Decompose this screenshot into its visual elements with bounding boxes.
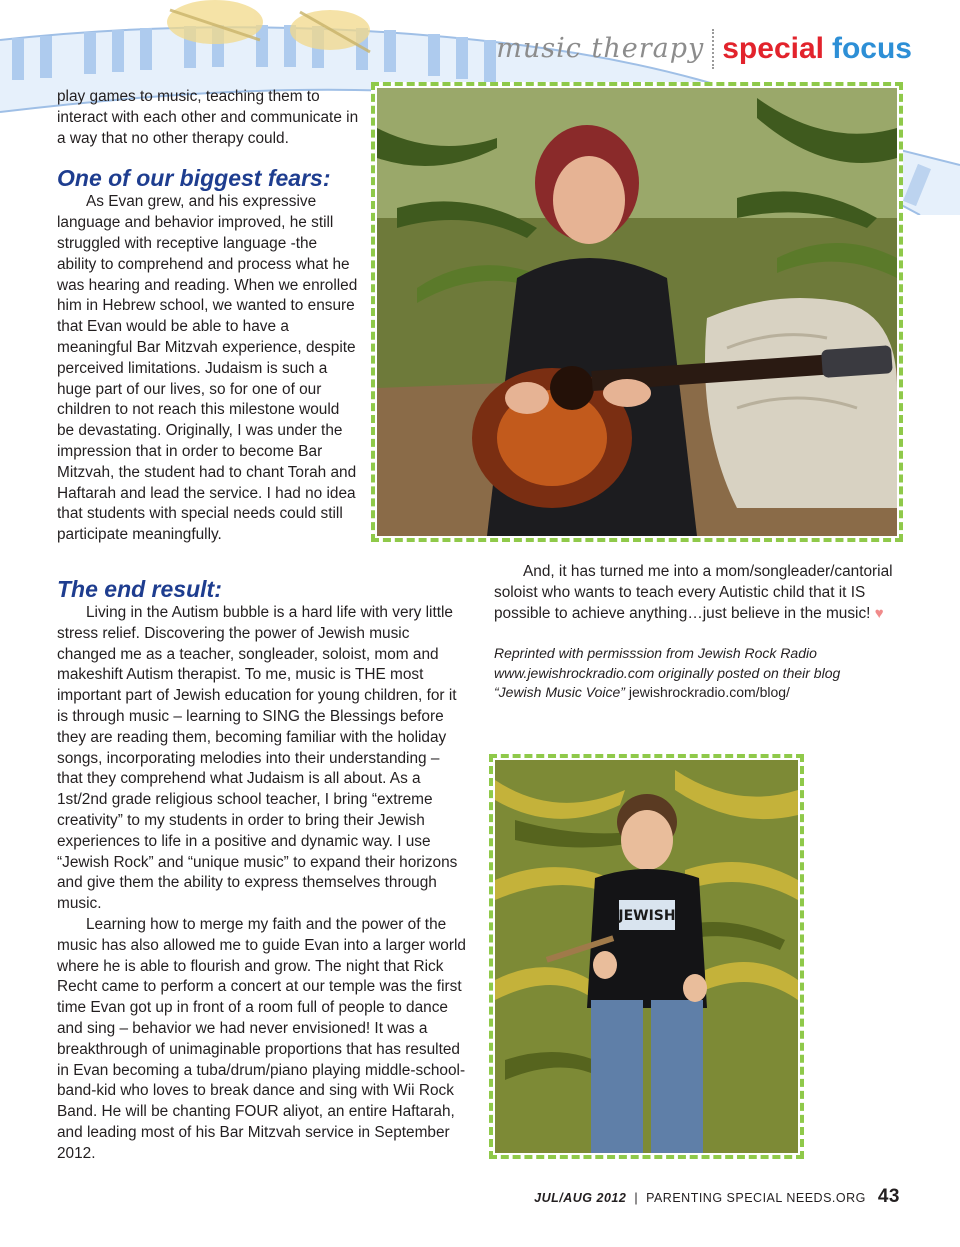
reprint-credit xyxy=(494,644,894,703)
credit-line-3: “Jewish Music Voice” jewishrockradio.com/blog/ xyxy=(494,684,790,701)
right-column xyxy=(494,562,894,703)
credit-line-1: Reprinted with permisssion from Jewish Rock Radio xyxy=(494,645,817,662)
issue-date: JUL/AUG 2012 xyxy=(534,1191,627,1205)
continuation-paragraph: play games to music, teaching them to interact with each other and communicate in a way that no other therapy could. xyxy=(57,88,359,147)
result-paragraph-2: Learning how to merge my faith and the power of the music has also allowed me to guide Evan into a larger world where he is able to flourish and grow. The night that Rick Recht came to perform a concert at our temple was the first time Evan got up in front of a room full of people to dance and sing – behavior we had never envisioned! It was a breakthrough of unimaginable proportions that has resulted in Evan becoming a tuba/drum/piano playing middle-school-band-kid who loves to break dance and sing with Wii Rock Band. He will be chanting FOUR aliyot, an entire Haftarah, and leading most of his Bar Mitzvah service in September 2012. xyxy=(57,915,466,1162)
photo-boy xyxy=(489,754,804,1159)
section-heading-result: The end result: xyxy=(57,576,222,602)
photo-woman-guitar xyxy=(371,82,903,542)
special-label: special xyxy=(722,32,824,65)
left-column-lower xyxy=(57,575,469,1165)
page-footer xyxy=(534,1186,900,1208)
woman-guitar-image xyxy=(377,88,897,536)
heart-icon: ♥ xyxy=(874,604,884,622)
section-header xyxy=(496,26,912,72)
publication-name: PARENTING SPECIAL NEEDS.ORG xyxy=(646,1191,866,1205)
credit-line-2: www.jewishrockradio.com originally posted on their blog xyxy=(494,664,841,681)
focus-label: focus xyxy=(831,32,912,65)
closing-paragraph: And, it has turned me into a mom/songleader/cantorial soloist who wants to teach every Autistic child that it IS possible to achieve anything…just believe in the music! ♥ xyxy=(494,563,893,622)
section-heading-fears: One of our biggest fears: xyxy=(57,165,331,192)
page-number: 43 xyxy=(877,1186,900,1207)
fears-paragraph: As Evan grew, and his expressive language and behavior improved, he still struggled with receptive language -the ability to comprehend and process what he was hearing and reading. When we enrolled him in Hebrew school, we wanted to ensure that Evan would be able to have a meaningful Bar Mitzvah experience, despite perceived limitations. Judaism is such a huge part of our lives, so for one of our children to not reach this milestone would be devastating. Originally, I was under the impression that in order to become Bar Mitzvah, the student had to chant Torah and Haftarah and lead the service. I had no idea that students with special needs could still participate meaningfully. xyxy=(57,193,358,544)
footer-separator: | xyxy=(634,1191,639,1205)
svg-text:JEWISH: JEWISH xyxy=(618,908,676,924)
result-paragraph-1: Living in the Autism bubble is a hard life with very little stress relief. Discovering the power of Jewish music changed me as a teacher, songleader, soloist, mom and makeshift Autism therapist. To me, music is THE most important part of Jewish education for young children, for it is through music – learning to SING the Blessings before they are reading them, becoming familiar with the holiday songs, incorporating melodies into their understanding – that they comprehend what Judaism is all about. As a 1st/2nd grade religious school teacher, I bring “extreme creativity” to my students in order to bring their Jewish experiences to life in a positive and dynamic way. I use “Jewish Rock” and “unique music” to expand their horizons and give them the ability to express themselves through music. xyxy=(57,604,458,913)
left-column-upper xyxy=(57,87,359,546)
boy-image xyxy=(495,760,798,1153)
section-label: music therapy xyxy=(496,29,714,69)
